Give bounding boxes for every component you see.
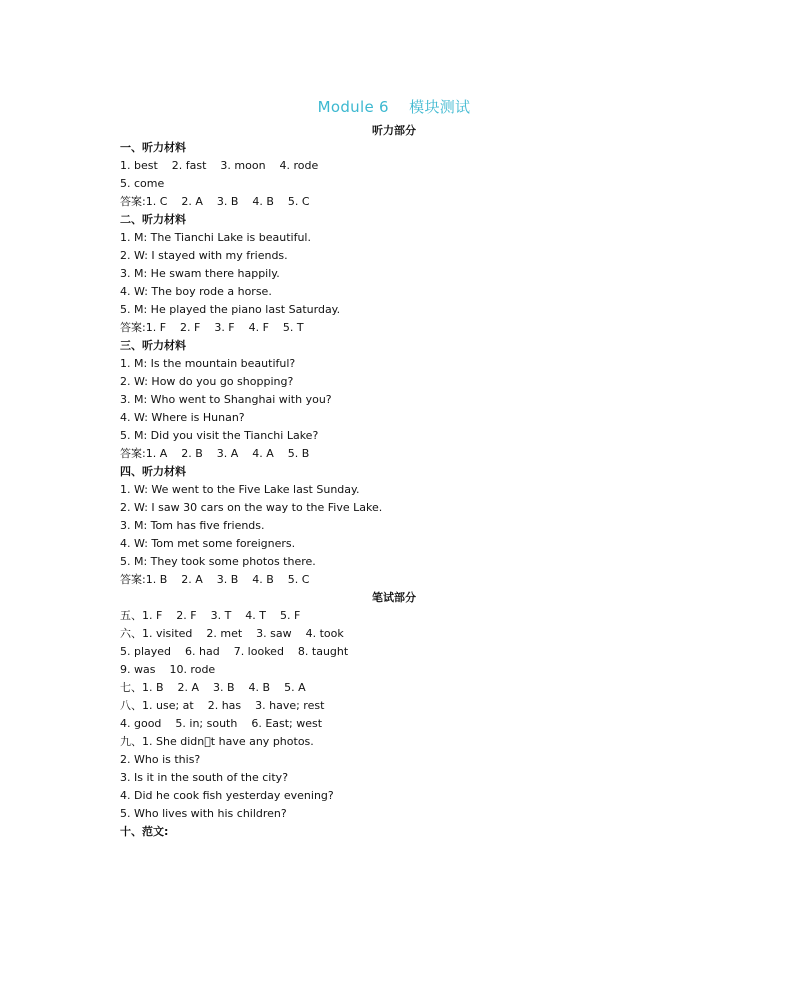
listening-heading-3: 三、听力材料 (120, 339, 186, 352)
writing-line: 4. Did he cook fish yesterday evening? (120, 789, 334, 802)
writing-line: 七、1. B 2. A 3. B 4. B 5. A (120, 681, 306, 694)
listening-line: 1. M: Is the mountain beautiful? (120, 357, 296, 370)
listening-line: 2. W: I stayed with my friends. (120, 249, 288, 262)
listening-answer-line: 答案:1. A 2. B 3. A 4. A 5. B (120, 447, 310, 460)
listening-line: 4. W: Where is Hunan? (120, 411, 245, 424)
writing-heading-essay: 十、范文: (120, 825, 169, 838)
listening-line: 3. M: He swam there happily. (120, 267, 280, 280)
listening-line: 5. M: He played the piano last Saturday. (120, 303, 341, 316)
writing-line: 5. Who lives with his children? (120, 807, 287, 820)
writing-line: 2. Who is this? (120, 753, 201, 766)
listening-line: 2. W: How do you go shopping? (120, 375, 294, 388)
writing-section-header: 笔试部分 (372, 591, 416, 604)
listening-heading-4: 四、听力材料 (120, 465, 186, 478)
listening-line: 5. M: They took some photos there. (120, 555, 316, 568)
listening-line: 1. best 2. fast 3. moon 4. rode (120, 159, 319, 172)
answer-content (120, 139, 680, 841)
listening-line: 3. M: Tom has five friends. (120, 519, 265, 532)
writing-line: 4. good 5. in; south 6. East; west (120, 717, 323, 730)
listening-heading-2: 二、听力材料 (120, 213, 186, 226)
writing-line: 九、1. She didn t have any photos. (120, 735, 314, 748)
listening-heading-1: 一、听力材料 (120, 141, 186, 154)
writing-line: 八、1. use; at 2. has 3. have; rest (120, 699, 325, 712)
listening-answer-line: 答案:1. C 2. A 3. B 4. B 5. C (120, 195, 310, 208)
listening-line: 4. W: Tom met some foreigners. (120, 537, 296, 550)
writing-line: 3. Is it in the south of the city? (120, 771, 289, 784)
listening-line: 2. W: I saw 30 cars on the way to the Five Lake. (120, 501, 383, 514)
writing-line: 六、1. visited 2. met 3. saw 4. took (120, 627, 344, 640)
listening-line: 1. M: The Tianchi Lake is beautiful. (120, 231, 311, 244)
writing-line: 9. was 10. rode (120, 663, 216, 676)
listening-line: 5. M: Did you visit the Tianchi Lake? (120, 429, 319, 442)
listening-line: 5. come (120, 177, 165, 190)
listening-line: 4. W: The boy rode a horse. (120, 285, 272, 298)
page-title: Module 6 模块测试 (317, 98, 471, 116)
writing-line: 五、1. F 2. F 3. T 4. T 5. F (120, 609, 301, 622)
listening-answer-line: 答案:1. F 2. F 3. F 4. F 5. T (120, 321, 304, 334)
listening-section-header: 听力部分 (372, 124, 416, 137)
writing-line: 5. played 6. had 7. looked 8. taught (120, 645, 349, 658)
listening-answer-line: 答案:1. B 2. A 3. B 4. B 5. C (120, 573, 310, 586)
listening-line: 3. M: Who went to Shanghai with you? (120, 393, 332, 406)
listening-line: 1. W: We went to the Five Lake last Sunday. (120, 483, 360, 496)
